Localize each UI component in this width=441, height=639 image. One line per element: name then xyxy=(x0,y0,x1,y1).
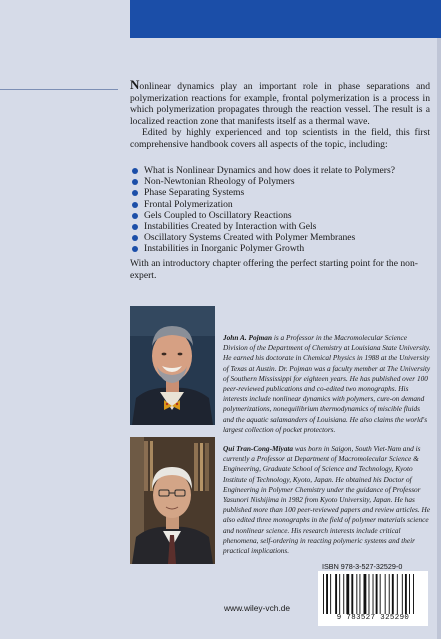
barcode-digits: 9 783527 325290 xyxy=(336,614,410,622)
author-bio-tran-cong-miyata xyxy=(223,444,431,556)
bullet-dot-icon xyxy=(132,202,138,208)
bullet-dot-icon xyxy=(132,190,138,196)
list-item: Instabilities in Inorganic Polymer Growth xyxy=(131,243,431,254)
bullet-dot-icon xyxy=(132,179,138,185)
author-bio-text: is a Professor in the Macromolecular Science Division of the Department of Chemistry at Louisiana State University. He earned his doctorate in Chemical Physics in 1988 at the University of Texas at Austin. Dr. Pojman was a faculty member at The University of Southern Mississippi for eighteen years. He has published over 100 peer-reviewed publications and co-edited two monographs. His interests include nonlinear dynamics with polymers, cure-on demand polymerizations, nonequilibrium thermodynamics of miscible fluids and the aquatic salamanders of Louisiana. He also claims the world's largest collection of pocket protectors. xyxy=(223,333,431,434)
bullet-dot-icon xyxy=(132,235,138,241)
isbn-label: ISBN 978-3-527-32529-0 xyxy=(322,562,403,571)
left-divider-line xyxy=(0,89,118,90)
author-bio-text: was born in Saigon, South Viet-Nam and is currently a Professor at Department of Macromolecular Science & Engineering, Graduate School of Science and Technology, Kyoto Institute of Technology, Kyoto, Japan. He obtained his Doctor of Engineering in Polymer Chemistry under the guidance of Professor Yasunori Nishijima in 1982 from Kyoto University, Japan. He has published more than 100 peer-reviewed papers and review articles. He also edited three monographs in the field of polymer materials science and nonlinear science. His research interests include critical phenomena, self-ordering in reacting polymeric systems and their practical implications. xyxy=(223,444,430,556)
blurb xyxy=(130,77,430,151)
publisher-website: www.wiley-vch.de xyxy=(224,603,291,613)
bullet-dot-icon xyxy=(132,246,138,252)
list-item: What is Nonlinear Dynamics and how does it relate to Polymers? xyxy=(131,165,431,176)
barcode-panel xyxy=(318,571,428,626)
topic-list xyxy=(131,165,431,255)
author-name: John A. Pojman xyxy=(223,333,272,342)
barcode-icon xyxy=(323,574,421,614)
cover-edge xyxy=(437,0,441,639)
blurb-paragraph-1 xyxy=(130,77,430,127)
drop-letter: N xyxy=(130,77,140,92)
bullet-dot-icon xyxy=(132,224,138,230)
list-item: Phase Separating Systems xyxy=(131,187,431,198)
list-item: Instabilities Created by Interaction with Gels xyxy=(131,221,431,232)
author-name: Qui Tran-Cong-Miyata xyxy=(223,444,294,453)
list-item: Non-Newtonian Rheology of Polymers xyxy=(131,176,431,187)
author-photo-tran-cong-miyata xyxy=(130,437,215,564)
portrait-illustration xyxy=(130,306,215,425)
bullet-dot-icon xyxy=(132,213,138,219)
top-accent-bar xyxy=(130,0,441,38)
portrait-illustration xyxy=(130,437,215,564)
closing-statement: With an introductory chapter offering the perfect starting point for the non-expert. xyxy=(130,258,418,281)
blurb-paragraph-1-text: onlinear dynamics play an important role in phase separations and polymerization reactions for example, frontal polymerization is a process in which polymerization propagates through the reaction vessel. The result is a localized reaction zone that manifests itself as a thermal wave. xyxy=(130,81,430,127)
author-photo-pojman xyxy=(130,306,215,425)
author-bio-pojman xyxy=(223,333,431,435)
list-item: Oscillatory Systems Created with Polymer Membranes xyxy=(131,232,431,243)
list-item: Frontal Polymerization xyxy=(131,199,431,210)
bullet-dot-icon xyxy=(132,168,138,174)
list-item: Gels Coupled to Oscillatory Reactions xyxy=(131,210,431,221)
blurb-paragraph-2: Edited by highly experienced and top scientists in the field, this first comprehensive handbook covers all aspects of the topic, including: xyxy=(130,127,430,150)
